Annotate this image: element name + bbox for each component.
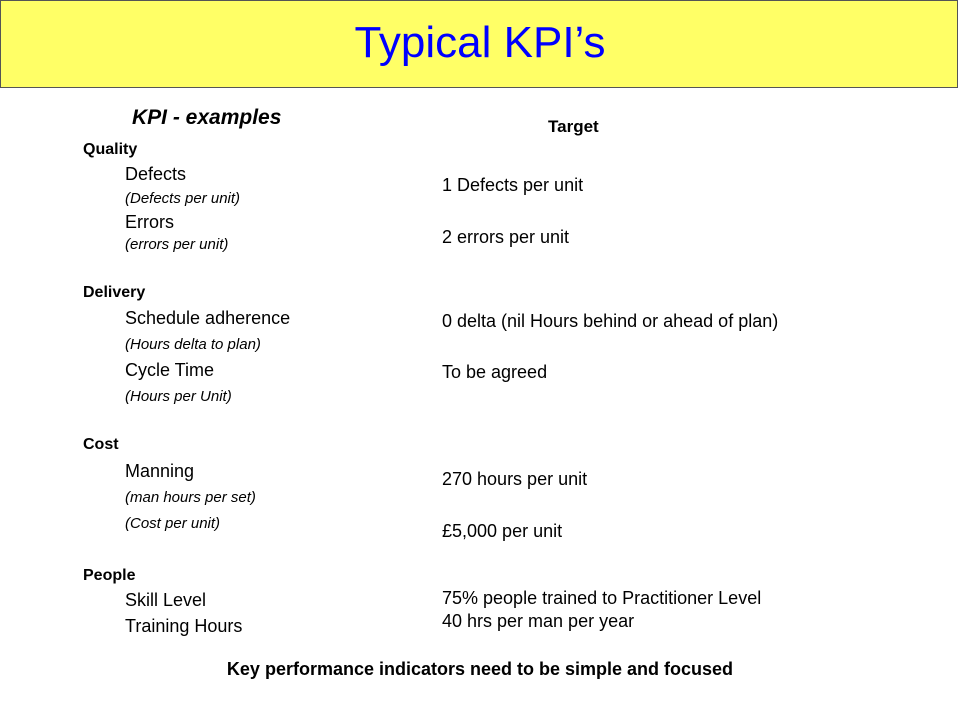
metric-errors: Errors <box>125 212 174 232</box>
metric-cycle-time: Cycle Time <box>125 360 215 380</box>
metric-cycle-note: (Hours per Unit) <box>125 388 232 405</box>
metric-errors-note: (errors per unit) <box>125 236 229 253</box>
footer-note: Key performance indicators need to be simple and focused <box>226 659 734 679</box>
metric-defects-note: (Defects per unit) <box>125 190 241 207</box>
target-errors: 2 errors per unit <box>442 227 570 247</box>
section-quality: Quality <box>83 141 138 158</box>
target-heading: Target <box>548 117 599 136</box>
target-defects: 1 Defects per unit <box>442 175 584 195</box>
page-title: Typical KPI’s <box>354 18 606 67</box>
metric-skill-level: Skill Level <box>125 590 207 610</box>
metric-training-hours: Training Hours <box>125 616 243 636</box>
target-skill: 75% people trained to Practitioner Level <box>442 588 762 608</box>
metric-defects: Defects <box>125 164 187 184</box>
title-banner <box>0 0 958 88</box>
target-cost: £5,000 per unit <box>442 521 563 541</box>
metric-schedule-adherence: Schedule adherence <box>125 308 291 328</box>
target-cycle: To be agreed <box>442 362 548 382</box>
kpi-examples-heading: KPI - examples <box>132 106 282 129</box>
section-people: People <box>83 567 136 584</box>
target-training: 40 hrs per man per year <box>442 611 635 631</box>
metric-cost-note: (Cost per unit) <box>125 515 221 532</box>
target-manning: 270 hours per unit <box>442 469 588 489</box>
target-schedule: 0 delta (nil Hours behind or ahead of plan) <box>442 311 779 331</box>
metric-manning: Manning <box>125 461 195 481</box>
metric-schedule-note: (Hours delta to plan) <box>125 336 261 353</box>
section-delivery: Delivery <box>83 284 146 301</box>
section-cost: Cost <box>83 436 119 453</box>
metric-manning-note: (man hours per set) <box>125 489 256 506</box>
